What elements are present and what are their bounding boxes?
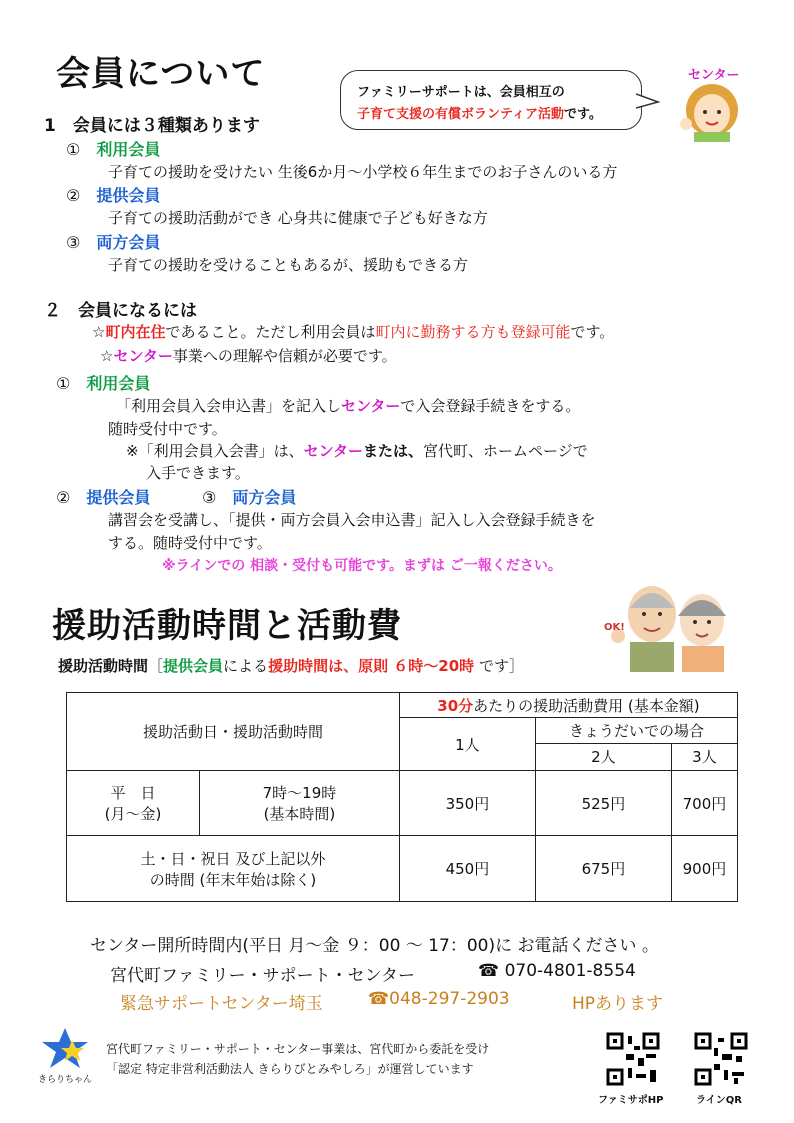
hp-available: HPあります	[572, 994, 664, 1014]
fee-cell: 900円	[671, 836, 737, 902]
fee-col-one: 1人	[399, 718, 535, 771]
other-times-cell: 土・日・祝日 及び上記以外 の時間 (年末年始は除く)	[67, 836, 400, 902]
bubble-line2: 子育て支援の有償ボランティア活動です。	[357, 107, 602, 122]
bubble-line1: ファミリーサポートは、会員相互の	[357, 85, 565, 100]
office-hours: センター開所時間内(平日 月～金 ９：00 ～ 17：00)に お電話ください 。	[90, 936, 659, 956]
qr-label-hp: ファミサポHP	[598, 1095, 664, 1106]
qr-code-line-icon[interactable]	[694, 1032, 748, 1086]
user-member-step1: 「利用会員入会申込書」を記入しセンターで入会登録手続きをする。	[116, 397, 581, 415]
speech-bubble	[340, 70, 642, 130]
elderly-couple-icon	[604, 572, 744, 672]
both-member-heading: ③ 両方会員	[202, 488, 297, 507]
member-type-1: ① 利用会員	[66, 140, 161, 159]
activity-time-line: 援助活動時間［提供会員による援助時間は、原則 ６時～20時 です］	[58, 657, 524, 675]
fee-col-two: 2人	[535, 743, 671, 770]
base-hours-cell: 7時～19時 (基本時間)	[200, 771, 400, 836]
page-title: 会員について	[56, 54, 266, 94]
member-type-2-desc: 子育ての援助活動ができ 心身共に健康で子ども好きな方	[108, 209, 488, 227]
requirement-1: ☆町内在住であること。ただし利用会員は町内に勤務する方も登録可能です。	[92, 323, 615, 341]
application-note-2: 入手できます。	[146, 464, 250, 482]
member-type-1-desc: 子育ての援助を受けたい 生後6か月～小学校６年生までのお子さんのいる方	[108, 163, 618, 181]
application-note: ※「利用会員入会書」は、センターまたは、宮代町、ホームページで	[126, 442, 588, 460]
staff-woman-icon	[672, 80, 752, 142]
user-member-heading: ① 利用会員	[56, 374, 151, 393]
provider-member-heading: ② 提供会員	[56, 488, 151, 507]
qr-label-line: ラインQR	[696, 1095, 742, 1106]
fee-cell: 450円	[399, 836, 535, 902]
emergency-phone: ☎048-297-2903	[368, 989, 510, 1009]
activity-title: 援助活動時間と活動費	[52, 606, 402, 646]
table-row	[67, 771, 738, 836]
center-phone: ☎ 070-4801-8554	[478, 961, 636, 981]
fee-table-head-fee: 30分あたりの援助活動費用 (基本金額)	[399, 693, 737, 718]
section2-heading: ２ 会員になるには	[44, 301, 197, 321]
fee-cell: 525円	[535, 771, 671, 836]
provider-step1: 講習会を受講し、「提供・両方会員入会申込書」記入し入会登録手続きを	[108, 511, 596, 529]
table-row	[67, 836, 738, 902]
fee-col-three: 3人	[671, 743, 737, 770]
member-type-3-desc: 子育ての援助を受けることもあるが、援助もできる方	[108, 256, 469, 274]
mascot-star-icon	[38, 1026, 92, 1070]
fee-col-siblings: きょうだいでの場合	[535, 718, 737, 743]
operator-info-1: 宮代町ファミリー・サポート・センター事業は、宮代町から委託を受け	[106, 1042, 490, 1056]
user-member-step2: 随時受付中です。	[108, 420, 227, 438]
mascot-name: きらりちゃん	[38, 1075, 93, 1085]
section1-heading: 1 会員には３種類あります	[44, 116, 260, 136]
member-type-2: ② 提供会員	[66, 186, 161, 205]
operator-info-2: 「認定 特定非営利活動法人 きらりびとみやしろ」が運営しています	[106, 1062, 474, 1076]
emergency-center: 緊急サポートセンター埼玉	[120, 994, 323, 1014]
fee-cell: 350円	[399, 771, 535, 836]
weekday-cell: 平 日 (月～金)	[67, 771, 200, 836]
fee-table-head-left: 援助活動日・援助活動時間	[67, 693, 400, 771]
provider-step2: する。随時受付中です。	[108, 534, 272, 552]
fee-cell: 675円	[535, 836, 671, 902]
center-label: センター	[688, 68, 740, 83]
line-consult-note: ※ラインでの 相談・受付も可能です。まずは ご一報ください。	[162, 558, 562, 574]
fee-cell: 700円	[671, 771, 737, 836]
ok-label: OK!	[604, 622, 625, 633]
requirement-2: ☆センター事業への理解や信頼が必要です。	[100, 347, 397, 365]
fee-table	[66, 692, 738, 902]
center-name: 宮代町ファミリー・サポート・センター	[110, 966, 415, 986]
bubble-tail	[636, 92, 660, 112]
qr-code-hp-icon[interactable]	[606, 1032, 660, 1086]
member-type-3: ③ 両方会員	[66, 233, 161, 252]
